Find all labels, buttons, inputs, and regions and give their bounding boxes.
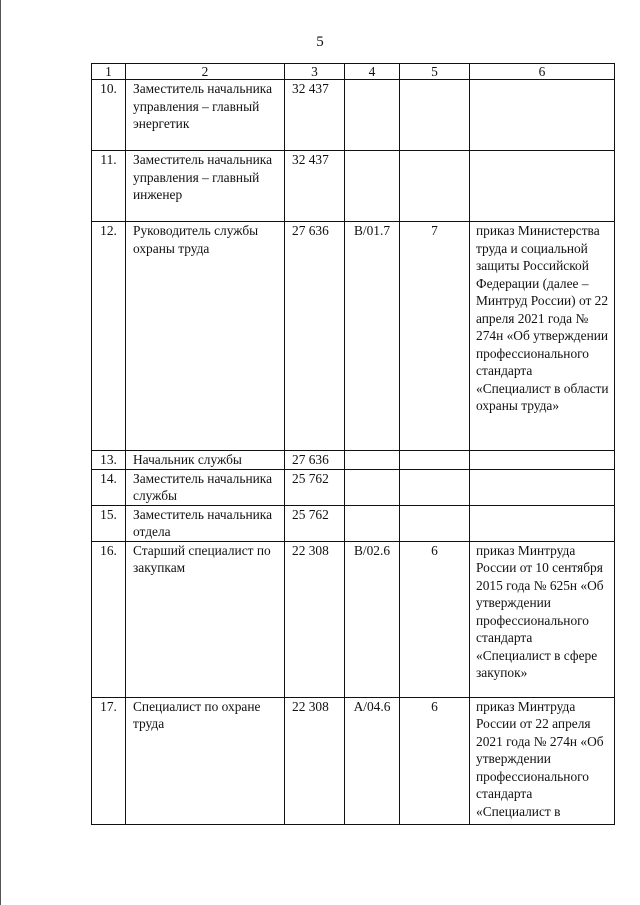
legal-basis [470, 451, 615, 470]
header-cell-6: 6 [470, 64, 615, 80]
salary-value: 22 308 [285, 541, 345, 697]
row-number: 12. [92, 222, 126, 451]
position-name: Заместитель начальника службы [126, 469, 285, 505]
legal-basis [470, 469, 615, 505]
function-code [345, 505, 400, 541]
salary-value: 27 636 [285, 222, 345, 451]
qualification-level: 7 [400, 222, 470, 451]
qualification-level [400, 469, 470, 505]
position-name: Руководитель службы охраны труда [126, 222, 285, 451]
position-name: Старший специалист по закупкам [126, 541, 285, 697]
legal-basis [470, 505, 615, 541]
position-name: Специалист по охране труда [126, 697, 285, 824]
position-name: Заместитель начальника управления – главный энергетик [126, 80, 285, 151]
function-code [345, 151, 400, 222]
position-name: Начальник службы [126, 451, 285, 470]
salary-value: 32 437 [285, 80, 345, 151]
page-number: 5 [316, 34, 324, 50]
row-number: 11. [92, 151, 126, 222]
qualification-level [400, 451, 470, 470]
function-code: А/04.6 [345, 697, 400, 824]
table-row [92, 451, 615, 470]
header-cell-1: 1 [92, 64, 126, 80]
row-number: 16. [92, 541, 126, 697]
function-code [345, 80, 400, 151]
qualification-level [400, 505, 470, 541]
table-row [92, 469, 615, 505]
position-name: Заместитель начальника отдела [126, 505, 285, 541]
row-number: 15. [92, 505, 126, 541]
function-code: В/01.7 [345, 222, 400, 451]
row-number: 17. [92, 697, 126, 824]
header-cell-4: 4 [345, 64, 400, 80]
header-cell-2: 2 [126, 64, 285, 80]
qualification-level [400, 151, 470, 222]
scan-edge-line [0, 0, 1, 905]
salary-value: 22 308 [285, 697, 345, 824]
table-row [92, 151, 615, 222]
table-header-row [92, 64, 615, 80]
qualification-level: 6 [400, 541, 470, 697]
qualification-level [400, 80, 470, 151]
position-name: Заместитель начальника управления – главный инженер [126, 151, 285, 222]
function-code [345, 451, 400, 470]
table-row [92, 80, 615, 151]
salary-value: 25 762 [285, 505, 345, 541]
table-row [92, 697, 615, 824]
legal-basis: приказ Минтруда России от 22 апреля 2021 года № 274н «Об утверждении профессионального стандарта «Специалист в [470, 697, 615, 824]
salary-value: 32 437 [285, 151, 345, 222]
table-row [92, 505, 615, 541]
header-cell-3: 3 [285, 64, 345, 80]
salary-value: 27 636 [285, 451, 345, 470]
legal-basis: приказ Минтруда России от 10 сентября 2015 года № 625н «Об утверждении профессионального стандарта «Специалист в сфере закупок» [470, 541, 615, 697]
function-code: В/02.6 [345, 541, 400, 697]
table-row [92, 541, 615, 697]
header-cell-5: 5 [400, 64, 470, 80]
legal-basis [470, 151, 615, 222]
function-code [345, 469, 400, 505]
qualification-level: 6 [400, 697, 470, 824]
legal-basis: приказ Министерства труда и социальной защиты Российской Федерации (далее – Минтруд России) от 22 апреля 2021 года № 274н «Об утверждении профессионального стандарта «Специалист в области охраны труда» [470, 222, 615, 451]
row-number: 13. [92, 451, 126, 470]
table-row [92, 222, 615, 451]
staff-salary-table [91, 63, 615, 825]
row-number: 10. [92, 80, 126, 151]
row-number: 14. [92, 469, 126, 505]
legal-basis [470, 80, 615, 151]
salary-value: 25 762 [285, 469, 345, 505]
